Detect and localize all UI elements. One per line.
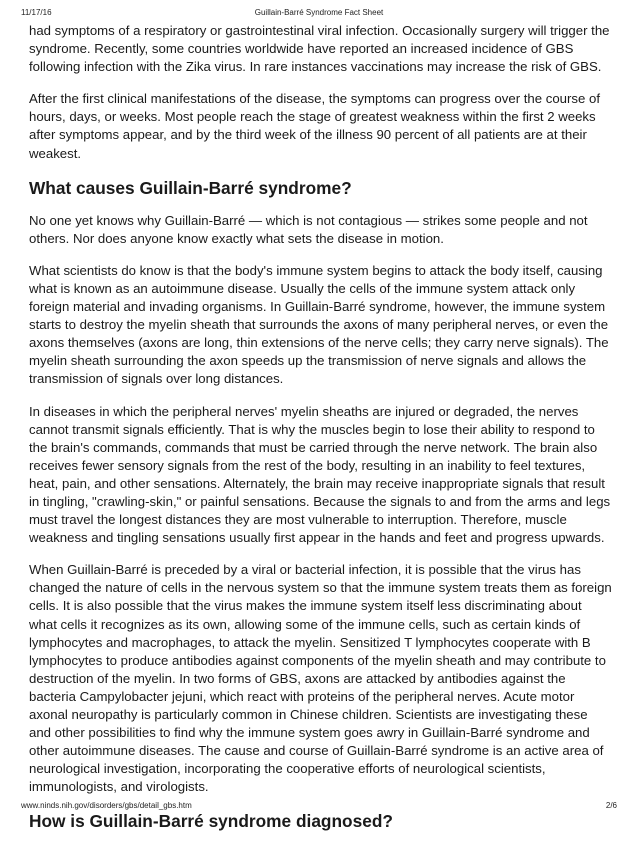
paragraph: had symptoms of a respiratory or gastrointestinal viral infection. Occasionally surgery will trigger the syndrome. Recently, some countries worldwide have reported an increased incidence of GBS following infection with the Zika virus. In rare instances vaccinations may increase the risk of GBS. [29,23,610,75]
print-url: www.ninds.nih.gov/disorders/gbs/detail_gbs.htm [21,801,192,810]
print-header [0,7,638,19]
print-page-number: 2/6 [605,801,617,810]
paragraph: No one yet knows why Guillain-Barré — which is not contagious — strikes some people and not others. Nor does anyone know exactly what sets the disease in motion. [29,212,588,246]
document-body [29,22,613,845]
section-heading-causes: What causes Guillain-Barré syndrome? [29,177,352,198]
paragraph: After the first clinical manifestations of the disease, the symptoms can progress over the course of hours, days, or weeks. Most people reach the stage of greatest weakness within the first 2 weeks after symptoms appear, and by the third week of the illness 90 percent of all patients are at their weakest. [29,91,600,161]
print-date: 11/17/16 [21,8,52,17]
print-footer [0,800,638,812]
paragraph: When Guillain-Barré is preceded by a viral or bacterial infection, it is possible that the virus has changed the nature of cells in the nervous system so that the immune system treats them as foreign cells. It is also possible that the virus makes the immune system itself less discriminating about what cells it recognizes as its own, allowing some of the immune cells, such as certain kinds of lymphocytes and macrophages, to attack the myelin. Sensitized T lymphocytes cooperate with B lymphocytes to produce antibodies against components of the myelin sheath and may contribute to destruction of the myelin. In two forms of GBS, axons are attacked by antibodies against the bacteria Campylobacter jejuni, which react with proteins of the peripheral nerves. Acute motor axonal neuropathy is particularly common in Chinese children. Scientists are investigating these and other possibilities to find why the immune system goes awry in Guillain-Barré syndrome and other autoimmune diseases. The cause and course of Guillain-Barré syndrome is an active area of neurological investigation, incorporating the cooperative efforts of neurological scientists, immunologists, and virologists. [29,562,612,795]
print-page-title: Guillain-Barré Syndrome Fact Sheet [254,8,384,17]
section-heading-diagnosed: How is Guillain-Barré syndrome diagnosed? [29,811,393,832]
paragraph: What scientists do know is that the body's immune system begins to attack the body itself, causing what is known as an autoimmune disease. Usually the cells of the immune system attack only foreign material and invading organisms. In Guillain-Barré syndrome, however, the immune system starts to destroy the myelin sheath that surrounds the axons of many peripheral nerves, or even the axons themselves (axons are long, thin extensions of the nerve cells; they carry nerve signals). The myelin sheath surrounding the axon speeds up the transmission of nerve signals and allows the transmission of signals over long distances. [29,262,609,387]
paragraph: In diseases in which the peripheral nerves' myelin sheaths are injured or degraded, the nerves cannot transmit signals efficiently. That is why the muscles begin to lose their ability to respond to the brain's commands, commands that must be carried through the nerve network. The brain also receives fewer sensory signals from the rest of the body, resulting in an inability to feel textures, heat, pain, and other sensations. Alternately, the brain may receive inappropriate signals that result in tingling, "crawling-skin," or painful sensations. Because the signals to and from the arms and legs must travel the longest distances they are most vulnerable to interruption. Therefore, muscle weakness and tingling sensations usually first appear in the hands and feet and progress upwards. [29,403,611,546]
